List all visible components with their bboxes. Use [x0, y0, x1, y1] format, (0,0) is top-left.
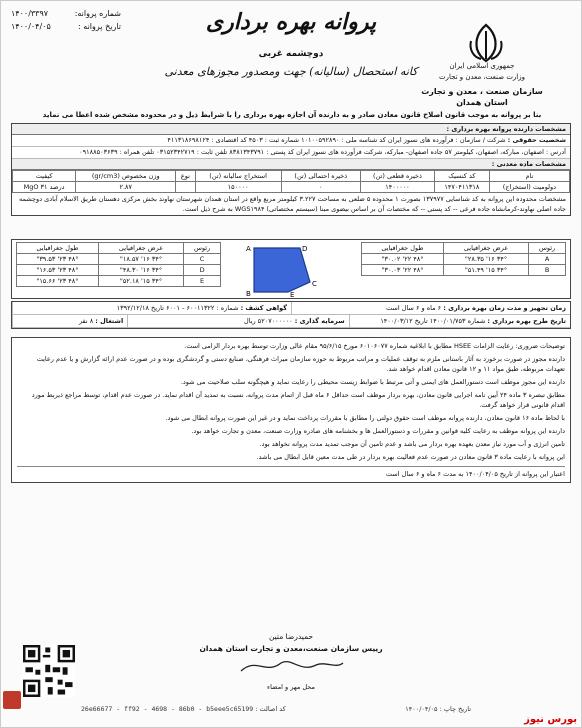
coord-col-header: عرض جغرافیایی: [443, 243, 528, 254]
longitude: ۴۸° ۲۳' ۱۶.۵۳": [17, 265, 99, 276]
brand-watermark: بورس نیوز: [524, 714, 577, 725]
qr-code-icon: [23, 645, 75, 697]
permit-date-label: تاریخ پروانه :: [78, 22, 121, 31]
permit-number: ۱۴۰۰/۳۳۹۷: [11, 9, 49, 18]
latitude: ۳۴° ۱۶' ۴۸.۳۰": [98, 265, 183, 276]
area-polygon: [254, 248, 310, 292]
document-title: پروانه بهره برداری: [205, 9, 377, 35]
validity-statement: اعتبار این پروانه از تاریخ ۱۴۰۰/۰۴/۰۵ به مدت ۶ ماه و ۶ سال است: [17, 466, 565, 479]
coord-col-header: طول جغرافیایی: [17, 243, 99, 254]
signer-title: رییس سازمان صنعت،معدن و تجارت استان همدان: [199, 644, 383, 653]
vertex-id: D: [184, 265, 221, 276]
vertex-id: A: [529, 254, 566, 265]
material-table: [12, 170, 570, 193]
vertex-label: A: [246, 245, 251, 253]
longitude: ۴۸° ۲۲' ۳۰.۰۳": [362, 265, 444, 276]
table-cell: [176, 182, 195, 193]
material-col-header: کیفیت: [13, 171, 76, 182]
material-section-title: مشخصات ماده معدنی :: [12, 159, 570, 170]
table-row: [13, 182, 570, 193]
ministry-block: [397, 61, 567, 108]
vertex-label: E: [290, 291, 295, 298]
coord-col-header: طول جغرافیایی: [362, 243, 444, 254]
ministry-line-1: جمهوری اسلامی ایران: [449, 62, 515, 70]
coordinates-table-right: [361, 242, 566, 276]
material-col-header: نوع: [176, 171, 195, 182]
note-item: توضیحات ضروری: رعایت الزامات HSEE مطابق با ابلاغیه شماره ۶۰۱۰۶۰۷۷ مورخ ۹۵/۶/۱۵ مقام عالی وزارت توسط بهره بردار الزامی است.: [184, 342, 565, 350]
material-table-header: [13, 171, 570, 182]
signer-name: حمیدرضا متین: [268, 632, 314, 641]
footer: [81, 705, 471, 713]
table-cell: درصد MgO ۳۱: [13, 182, 76, 193]
prep-label: زمان تجهیز و مدت زمان بهره برداری :: [443, 304, 566, 312]
owner-address: آدرس : اصفهان، مبارکه، اصفهان، کیلومتر ۵۷ جاده اصفهان- مبارکه، شرکت فرآورده های نسوز ایران کد پستی : ۸۳۸۱۳۴۳۷۹۱ تلفن ثابت : ۰۳۱۵۲۳۴۲۷۱۹ تلفن همراه : ۰۹۱۸۸۵۰۳۶۳۹: [12, 147, 570, 159]
material-col-header: نام: [489, 171, 569, 182]
note-item: با لحاظ ماده ۱۶ قانون معادن، دارنده پروانه موظف است حقوق دولتی را مطابق با مقررات پرداخت نماید و در غیر این صورت پروانه ابطال می شود.: [165, 414, 565, 422]
table-row: [17, 254, 221, 265]
legal-label: شخصیت حقوقی :: [507, 136, 566, 144]
longitude: ۴۸° ۲۳' ۳۹.۵۳": [17, 254, 99, 265]
organization-name: سازمان صنعت ، معدن و تجارت: [421, 87, 543, 96]
notes-section: [11, 337, 571, 483]
note-item: دارنده این پروانه موظف به رعایت کلیه قوانین و مقررات و دستورالعمل ها و بخشنامه های صادره وزارت صنعت، معدن و تجارت خواهد بود.: [191, 427, 565, 435]
table-cell: ۱۵۰۰۰۰: [195, 182, 281, 193]
note-item: دارنده این مجوز موظف است دستورالعمل های ایمنی و آتی مرتبط با ضوابط زیست محیطی را رعایت نماید و هیچگونه سلب صلاحیت می شود.: [180, 378, 565, 386]
signature-block: [181, 631, 401, 693]
guarantee-value: شماره : ۶۰۰۱۱۳۲۲ - ۶۰۰۱ تاریخ ۱۳۹۲/۱۲/۱۸: [116, 304, 239, 312]
print-date: ۱۴۰۰/۰۴/۰۵: [405, 705, 438, 713]
guarantee-label: گواهی کشف :: [240, 304, 287, 312]
coord-col-header: رئوس: [184, 243, 221, 254]
vertex-id: E: [184, 276, 221, 287]
intro-text: بنا بر پروانه به موجب قانون اصلاح قانون معادن صادر و به دارنده آن اجازه بهره برداری را با شرایط ذیل و در محدوده مشخص شده اعطا می نماید: [42, 111, 542, 119]
permit-number-label: شماره پروانه:: [74, 9, 121, 18]
area-description: مشخصات محدوده این پروانه به کد شناسایی ۱۳۷۹۷۷ بصورت ۱ محدوده ۵ ضلعی به مساحت ۳.۲۲۷ کیلومتر مربع واقع در استان همدان شهرستان نهاوند بخش مرکزی دهستان طریق الاسلام آبادی دوچشمه جاده اصلی نهاوند-کرمانشاه جاده فرعی -- کد پستی -- که مختصات آن بر اساس بیضوی مبنا (سیستم مختصاتی) WGS۱۹۸۴ به شرح ذیل است.: [19, 195, 566, 213]
table-cell: ۱۴۷۰۴۱۱۳۱۸: [434, 182, 489, 193]
longitude: ۴۸° ۲۲' ۳۰.۰۲": [362, 254, 444, 265]
coordinates-table-left: [16, 242, 221, 287]
title-block: [151, 9, 431, 78]
investment-value: ۵۲۰۷۰۰۰۰۰۰ ریال: [244, 317, 293, 325]
prep-value: ۶ ماه و ۶ سال است: [386, 304, 442, 312]
table-cell: ۰: [281, 182, 360, 193]
print-date-label: تاریخ چاپ :: [439, 705, 471, 713]
verification-code: 26e66677 - ff92 - 4698 - 86b0 - b5eee5c65199: [81, 705, 254, 713]
table-cell: ۱۴۰۰۰۰۰: [360, 182, 434, 193]
vertex-label: C: [312, 280, 317, 288]
permit-header-info: [11, 7, 121, 33]
material-col-header: وزن مخصوص (gr/cm3): [76, 171, 176, 182]
ministry-line-2: وزارت صنعت، معدن و تجارت: [438, 73, 526, 81]
note-item: دارنده مجوز در صورت برخورد به آثار باستانی ملزم به توقف عملیات و مراتب مربوط به حوزه سازمان میراث فرهنگی، صنایع دستی و گردشگری بوده و در صورت عدم ارائه گزارش و یا عدم رعایت تعهدات مربوطه، طبق مواد ۱۱ و ۱۲ قانون معادن اقدام خواهد شد.: [36, 355, 565, 373]
latitude: ۳۴° ۱۶' ۲۸.۳۵": [443, 254, 528, 265]
verification-code-label: کد اصالت :: [255, 705, 286, 713]
coordinates-section: [11, 239, 571, 299]
note-item: تامین انرژی و آب مورد نیاز معدن بعهده بهره بردار می باشد و عدم تامین آن موجب تمدید مدت پروانه نخواهد بود.: [259, 440, 565, 448]
iran-emblem-icon: [461, 21, 511, 63]
vertex-id: C: [184, 254, 221, 265]
table-cell: ۲.۸۷: [76, 182, 176, 193]
table-row: [17, 276, 221, 287]
employment-value: ۸ نفر: [78, 317, 94, 325]
latitude: ۳۴° ۱۵' ۵۲.۱۸": [98, 276, 183, 287]
coord-col-header: عرض جغرافیایی: [98, 243, 183, 254]
plan-label: تاریخ طرح بهره برداری :: [487, 317, 566, 325]
area-diagram: [232, 242, 352, 298]
district-name: دوچشمه غربی: [258, 49, 324, 59]
owner-section: [11, 123, 571, 216]
plan-value: شماره ۱۴۰۰/۰۱/۷۵۳ تاریخ ۱۴۰۰/۰۳/۱۲: [380, 317, 486, 325]
employment-label: اشتغال :: [95, 317, 124, 325]
material-col-header: کد کنسیک: [434, 171, 489, 182]
longitude: ۴۸° ۲۳' ۱۵.۶۶": [17, 276, 99, 287]
note-item: این پروانه با رعایت ماده ۳ قانون معادن در صورت عدم فعالیت بهره بردار در طی مدت معین قابل ابطال می باشد.: [256, 453, 565, 461]
table-cell: دولومیت (استخراج): [489, 182, 569, 193]
investment-label: سرمایه گذاری :: [294, 317, 345, 325]
table-row: [362, 265, 566, 276]
legal-value: شرکت / سازمان : فرآورده های نسوز ایران کد شناسه ملی : ۱۰۱۰۰۵۹۲۸۹۰ شماره ثبت : ۴۵۰۳ کد اقتصادی : ۴۱۱۳۱۸۶۹۸۱۲۴: [167, 136, 506, 144]
owner-section-title: مشخصات دارنده پروانه بهره برداری :: [12, 124, 570, 135]
signature-scribble-icon: [231, 655, 351, 677]
note-item: مطابق تبصره ۳ ماده ۲۴ آیین نامه اجرایی قانون معادن، بهره بردار موظف است حداقل ۶ ماه قبل از اتمام مدت پروانه، نسبت به تمدید آن اقدام نماید. در صورت عدم اقدام، توسط مراجع ذیربط مورد اقدام قانونی قرار خواهد گرفت.: [31, 391, 565, 409]
permit-details: [11, 301, 571, 329]
material-col-header: ذخیره احتمالی (تن): [281, 171, 360, 182]
table-row: [362, 254, 566, 265]
material-col-header: استخراج سالیانه (تن): [195, 171, 281, 182]
permit-date: ۱۴۰۰/۰۴/۰۵: [11, 22, 51, 31]
province-name: استان همدان: [456, 98, 508, 107]
vertex-id: B: [529, 265, 566, 276]
vertex-label: D: [302, 245, 308, 253]
latitude: ۳۴° ۱۵' ۵۱.۴۹": [443, 265, 528, 276]
latitude: ۳۴° ۱۶' ۱۸.۵۷": [98, 254, 183, 265]
coord-col-header: رئوس: [529, 243, 566, 254]
table-row: [17, 265, 221, 276]
corner-logo-icon: [3, 691, 21, 709]
mineral-name: کانه استحصال (سالیانه) جهت ومصدور مجوزهای معدنی: [164, 65, 418, 78]
material-col-header: ذخیره قطعی (تن): [360, 171, 434, 182]
vertex-label: B: [246, 290, 251, 298]
stamp-label: محل مهر و امضاء: [267, 683, 315, 691]
